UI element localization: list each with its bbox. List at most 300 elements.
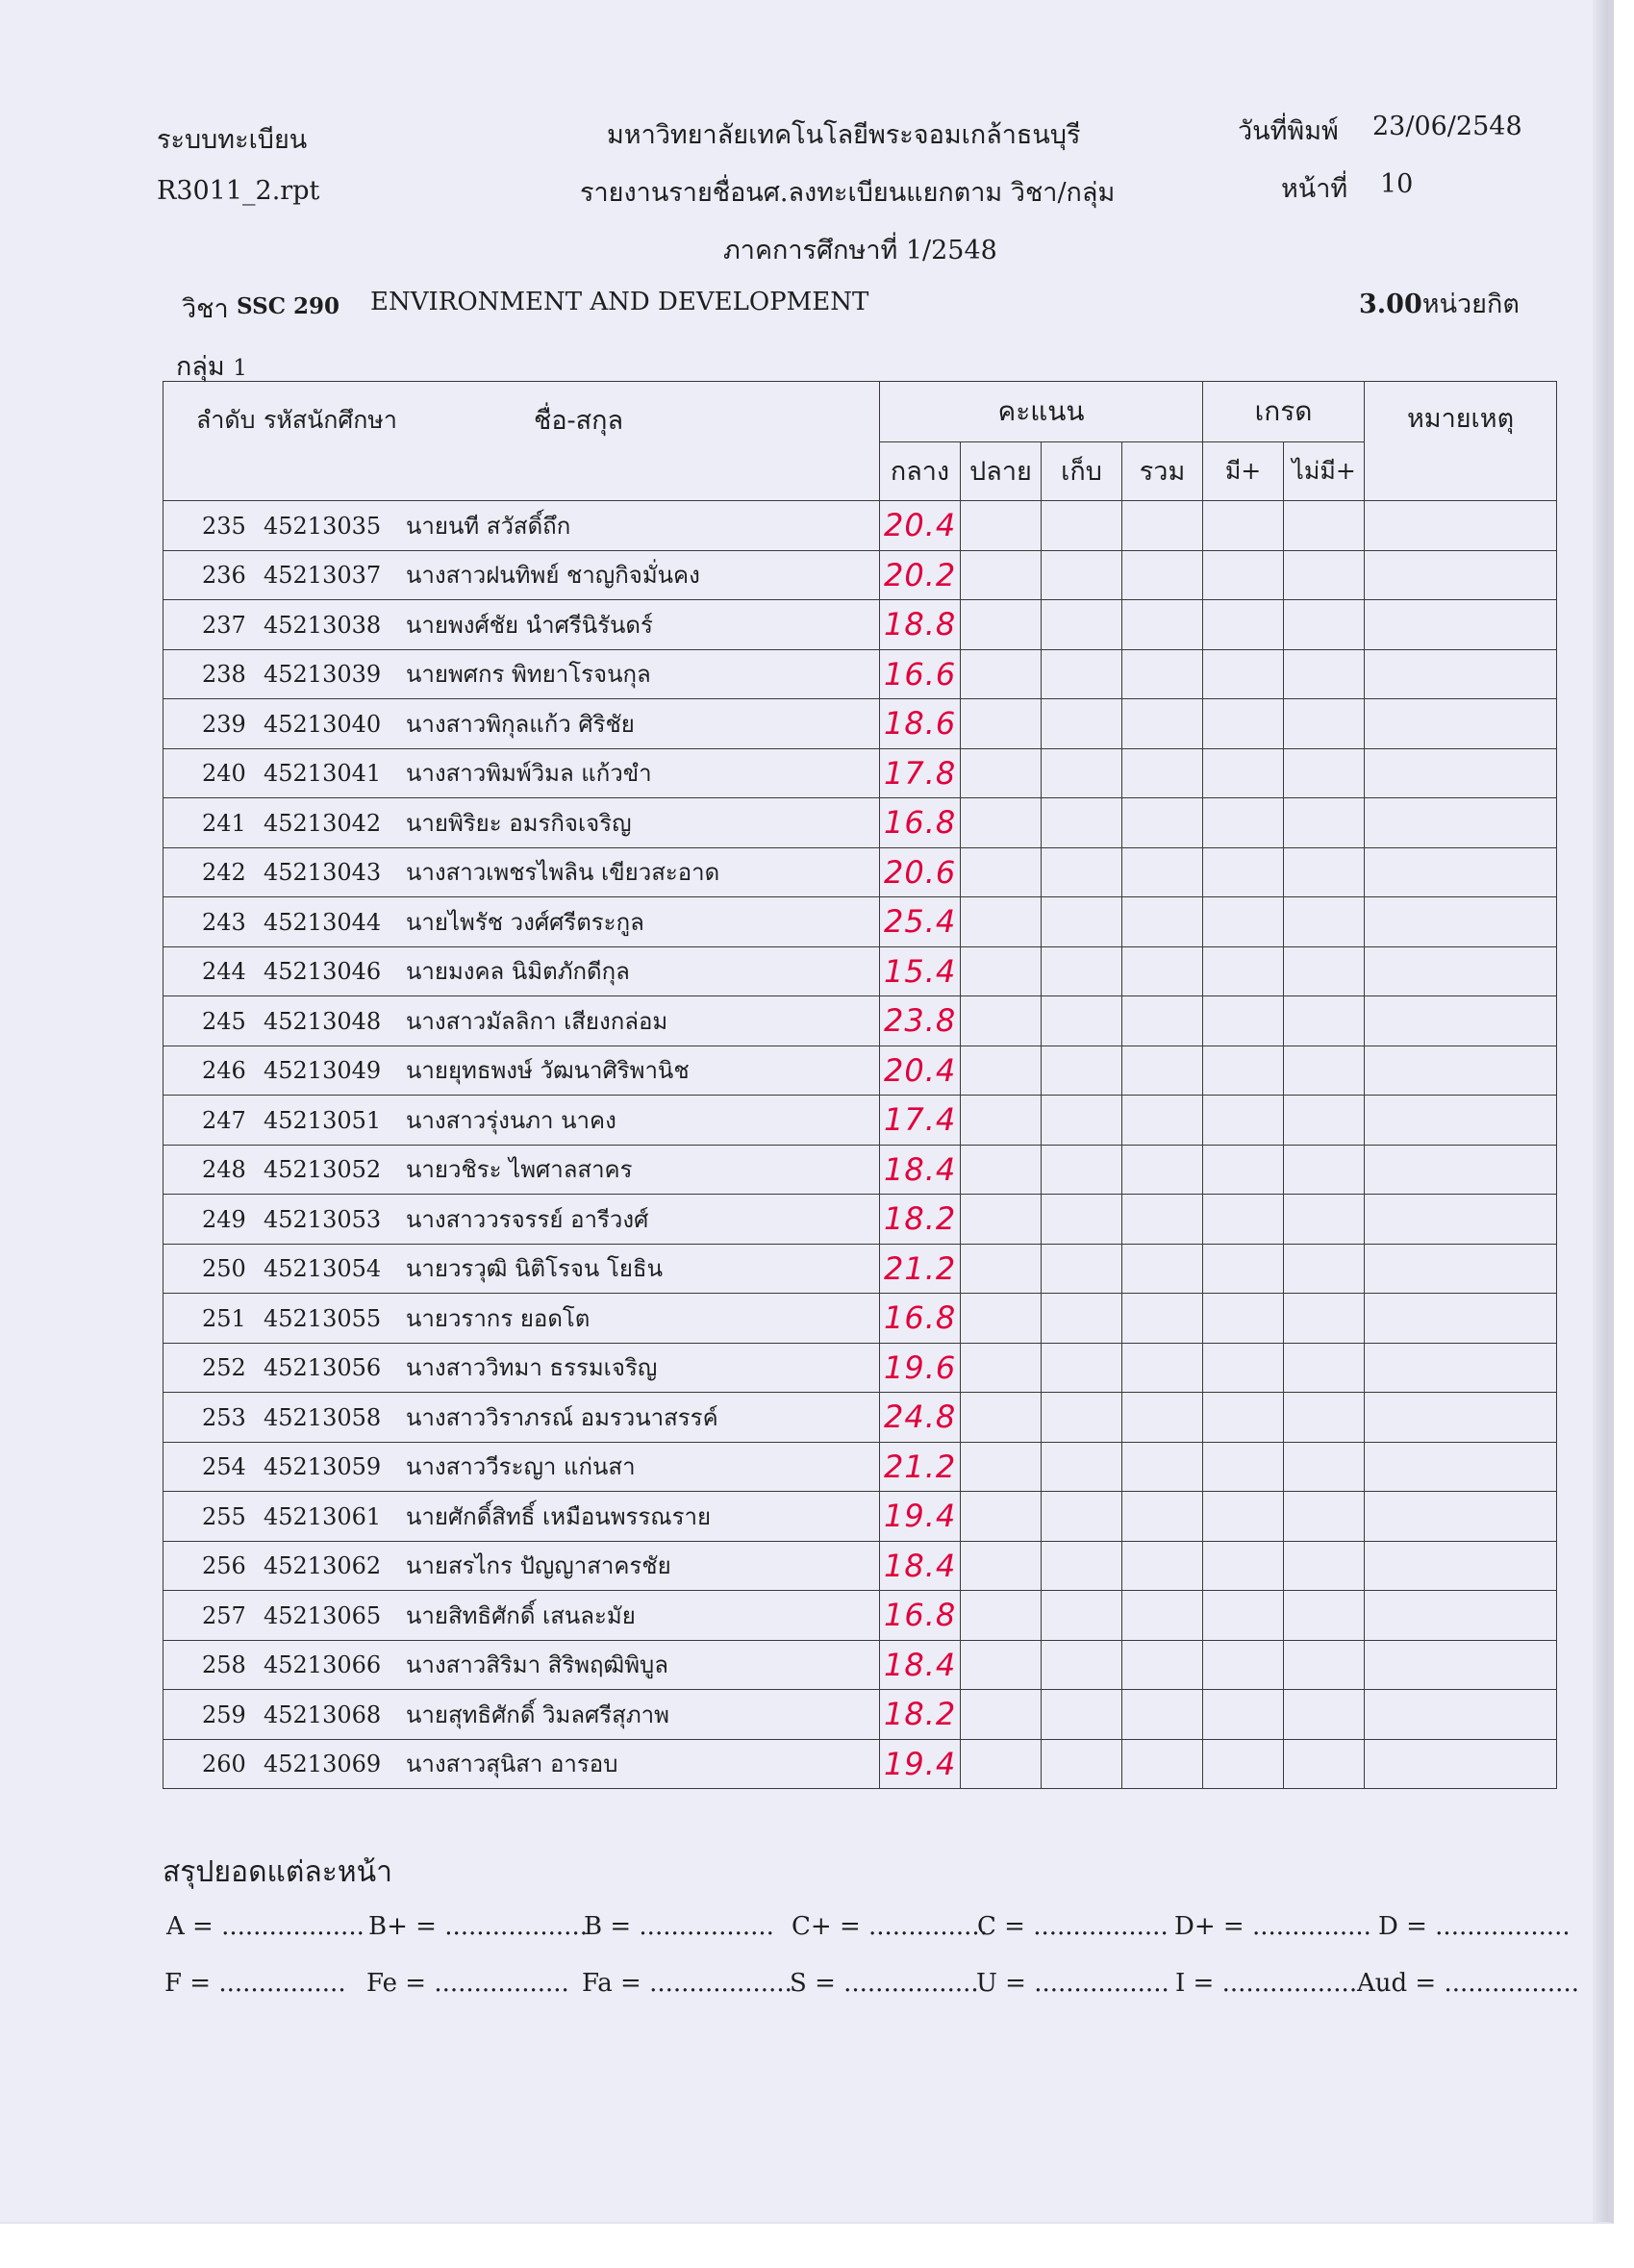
row-student-id: 45213038 xyxy=(264,611,382,639)
summary-c: C = ................. xyxy=(977,1912,1169,1941)
grade-plus-cell xyxy=(1203,1343,1284,1393)
grade-no-plus-cell xyxy=(1284,946,1365,996)
collected-score-cell xyxy=(1042,897,1122,947)
table-row xyxy=(163,1046,1557,1096)
grade-plus-cell xyxy=(1203,1591,1284,1641)
remark-cell xyxy=(1365,1492,1557,1542)
midterm-score-cell: 24.8 xyxy=(880,1393,961,1443)
table-row xyxy=(163,1739,1557,1789)
collected-score-cell xyxy=(1042,1046,1122,1096)
final-score-cell xyxy=(961,1343,1042,1393)
course-code: SSC 290 xyxy=(237,293,340,319)
credits-label: หน่วยกิต xyxy=(1421,290,1520,319)
row-student-id: 45213046 xyxy=(264,958,382,986)
grade-no-plus-cell xyxy=(1284,1393,1365,1443)
midterm-score-cell: 16.8 xyxy=(880,1294,961,1344)
grade-plus-cell xyxy=(1203,1195,1284,1245)
summary-a: A = .................. xyxy=(166,1912,365,1941)
total-score-cell xyxy=(1122,946,1203,996)
table-row xyxy=(163,1393,1557,1443)
row-seq: 251 xyxy=(202,1304,246,1332)
grade-no-plus-cell xyxy=(1284,550,1365,600)
grade-no-plus-cell xyxy=(1284,501,1365,551)
student-info-cell xyxy=(163,1294,880,1344)
grade-no-plus-cell xyxy=(1284,897,1365,947)
remark-cell xyxy=(1365,847,1557,897)
collected-score-cell xyxy=(1042,1442,1122,1492)
grade-no-plus-cell xyxy=(1284,699,1365,749)
total-score-cell xyxy=(1122,1739,1203,1789)
row-seq: 245 xyxy=(202,1007,246,1035)
total-score-cell xyxy=(1122,1244,1203,1294)
row-student-id: 45213066 xyxy=(264,1651,382,1679)
grade-plus-cell xyxy=(1203,550,1284,600)
row-seq: 240 xyxy=(202,760,246,788)
table-row xyxy=(163,1442,1557,1492)
grade-plus-cell xyxy=(1203,1145,1284,1195)
total-score-cell xyxy=(1122,1492,1203,1542)
table-row xyxy=(163,748,1557,798)
midterm-score-cell: 20.6 xyxy=(880,847,961,897)
final-score-cell xyxy=(961,798,1042,848)
collected-header: เก็บ xyxy=(1042,441,1122,501)
summary-fa: Fa = .................. xyxy=(582,1969,792,1998)
table-row xyxy=(163,1492,1557,1542)
remark-cell xyxy=(1365,1541,1557,1591)
remark-cell xyxy=(1365,649,1557,699)
final-score-cell xyxy=(961,1640,1042,1690)
row-student-id: 45213059 xyxy=(264,1453,382,1481)
row-seq: 252 xyxy=(202,1354,246,1382)
grade-plus-cell xyxy=(1203,1096,1284,1146)
midterm-score-cell: 19.4 xyxy=(880,1739,961,1789)
summary-title: สรุปยอดแต่ละหน้า xyxy=(163,1855,392,1889)
student-info-cell xyxy=(163,946,880,996)
total-score-cell xyxy=(1122,748,1203,798)
total-score-cell xyxy=(1122,501,1203,551)
row-seq: 243 xyxy=(202,908,246,936)
student-info-cell xyxy=(163,1343,880,1393)
grade-no-plus-cell xyxy=(1284,996,1365,1046)
collected-score-cell xyxy=(1042,748,1122,798)
remark-cell xyxy=(1365,748,1557,798)
total-header: รวม xyxy=(1122,441,1203,501)
table-row xyxy=(163,1591,1557,1641)
remark-cell xyxy=(1365,946,1557,996)
total-score-cell xyxy=(1122,1046,1203,1096)
row-seq: 247 xyxy=(202,1106,246,1134)
row-student-name: นางสาวสิริมา สิริพฤฒิพิบูล xyxy=(406,1651,668,1679)
row-student-name: นายสรไกร ปัญญาสาครชัย xyxy=(406,1552,671,1580)
grade-no-plus-cell xyxy=(1284,1640,1365,1690)
row-seq: 254 xyxy=(202,1453,246,1481)
midterm-score-cell: 19.6 xyxy=(880,1343,961,1393)
summary-s: S = ................. xyxy=(790,1969,979,1998)
grade-plus-cell xyxy=(1203,748,1284,798)
student-info-cell xyxy=(163,649,880,699)
row-student-name: นายสุทธิศักดิ์ วิมลศรีสุภาพ xyxy=(406,1701,669,1728)
student-info-cell xyxy=(163,600,880,650)
collected-score-cell xyxy=(1042,699,1122,749)
final-score-cell xyxy=(961,1096,1042,1146)
university-name: มหาวิทยาลัยเทคโนโลยีพระจอมเกล้าธนบุรี xyxy=(607,120,1081,150)
total-score-cell xyxy=(1122,1690,1203,1740)
grade-no-plus-cell xyxy=(1284,1145,1365,1195)
student-info-cell xyxy=(163,1690,880,1740)
row-seq: 241 xyxy=(202,809,246,837)
total-score-cell xyxy=(1122,1640,1203,1690)
row-student-name: นายพิริยะ อมรกิจเจริญ xyxy=(406,809,632,837)
midterm-score-cell: 20.2 xyxy=(880,550,961,600)
row-student-name: นายวรากร ยอดโต xyxy=(406,1304,591,1332)
grade-plus-cell xyxy=(1203,1046,1284,1096)
row-student-id: 45213048 xyxy=(264,1007,382,1035)
row-student-name: นายพงศ์ชัย นำศรีนิรันดร์ xyxy=(406,611,653,639)
final-score-cell xyxy=(961,1442,1042,1492)
midterm-score-cell: 18.4 xyxy=(880,1145,961,1195)
row-student-id: 45213062 xyxy=(264,1552,382,1580)
row-student-name: นางสาวฝนทิพย์ ชาญกิจมั่นคง xyxy=(406,562,700,590)
student-info-cell xyxy=(163,748,880,798)
grade-plus-cell xyxy=(1203,501,1284,551)
midterm-score-cell: 18.4 xyxy=(880,1541,961,1591)
remark-cell xyxy=(1365,1244,1557,1294)
print-date: 23/06/2548 xyxy=(1372,112,1522,141)
grade-plus-cell xyxy=(1203,1640,1284,1690)
row-student-id: 45213041 xyxy=(264,760,382,788)
table-row xyxy=(163,1096,1557,1146)
grade-plus-cell xyxy=(1203,1492,1284,1542)
grade-plus-cell xyxy=(1203,1442,1284,1492)
final-score-cell xyxy=(961,946,1042,996)
collected-score-cell xyxy=(1042,649,1122,699)
row-student-id: 45213042 xyxy=(264,809,382,837)
midterm-score-cell: 18.2 xyxy=(880,1690,961,1740)
grade-no-plus-cell xyxy=(1284,600,1365,650)
midterm-score-cell: 18.8 xyxy=(880,600,961,650)
report-title: รายงานรายชื่อนศ.ลงทะเบียนแยกตาม วิชา/กลุ่ม xyxy=(580,178,1116,208)
final-score-cell xyxy=(961,1591,1042,1641)
grade-no-plus-cell xyxy=(1284,1195,1365,1245)
row-student-id: 45213049 xyxy=(264,1057,382,1085)
summary-aud: Aud = ................. xyxy=(1357,1969,1579,1998)
row-seq: 255 xyxy=(202,1502,246,1530)
midterm-score-cell: 16.6 xyxy=(880,649,961,699)
final-score-cell xyxy=(961,501,1042,551)
summary-f: F = ................ xyxy=(164,1969,346,1998)
collected-score-cell xyxy=(1042,600,1122,650)
name-header: ชื่อ-สกุล xyxy=(534,406,624,436)
table-row xyxy=(163,1690,1557,1740)
row-student-id: 45213051 xyxy=(264,1106,382,1134)
collected-score-cell xyxy=(1042,1096,1122,1146)
grade-no-plus-cell xyxy=(1284,1046,1365,1096)
summary-u: U = ................. xyxy=(976,1969,1169,1998)
row-student-id: 45213043 xyxy=(264,859,382,887)
total-score-cell xyxy=(1122,649,1203,699)
midterm-score-cell: 21.2 xyxy=(880,1244,961,1294)
final-score-cell xyxy=(961,1739,1042,1789)
row-seq: 250 xyxy=(202,1255,246,1283)
student-info-cell xyxy=(163,1244,880,1294)
total-score-cell xyxy=(1122,1343,1203,1393)
table-row xyxy=(163,1244,1557,1294)
grade-no-plus-cell xyxy=(1284,1294,1365,1344)
row-student-id: 45213035 xyxy=(264,512,382,540)
grade-plus-cell xyxy=(1203,798,1284,848)
table-row xyxy=(163,897,1557,947)
student-info-cell xyxy=(163,798,880,848)
row-student-name: นางสาววิทมา ธรรมเจริญ xyxy=(406,1354,658,1382)
row-student-name: นายศักดิ์สิทธิ์ เหมือนพรรณราย xyxy=(406,1502,712,1530)
student-info-cell xyxy=(163,1591,880,1641)
summary-fe: Fe = ................. xyxy=(366,1969,569,1998)
collected-score-cell xyxy=(1042,946,1122,996)
grade-plus-cell xyxy=(1203,1739,1284,1789)
midterm-score-cell: 16.8 xyxy=(880,1591,961,1641)
row-student-id: 45213068 xyxy=(264,1701,382,1728)
group-label: กลุ่ม xyxy=(176,352,225,382)
collected-score-cell xyxy=(1042,1195,1122,1245)
row-seq: 257 xyxy=(202,1601,246,1629)
remark-cell xyxy=(1365,1640,1557,1690)
total-score-cell xyxy=(1122,550,1203,600)
row-student-id: 45213055 xyxy=(264,1304,382,1332)
row-student-name: นางสาวมัลลิกา เสียงกล่อม xyxy=(406,1007,668,1035)
row-student-name: นางสาวเพชรไพลิน เขียวสะอาด xyxy=(406,859,720,887)
student-info-cell xyxy=(163,1541,880,1591)
row-student-id: 45213044 xyxy=(264,908,382,936)
collected-score-cell xyxy=(1042,1343,1122,1393)
student-info-cell xyxy=(163,847,880,897)
score-header: คะแนน xyxy=(880,382,1203,442)
course-name: ENVIRONMENT AND DEVELOPMENT xyxy=(370,288,869,316)
grade-no-plus-cell xyxy=(1284,1244,1365,1294)
student-info-cell xyxy=(163,550,880,600)
row-seq: 236 xyxy=(202,562,246,590)
student-info-cell xyxy=(163,897,880,947)
remark-cell xyxy=(1365,1145,1557,1195)
final-score-cell xyxy=(961,897,1042,947)
final-score-cell xyxy=(961,1690,1042,1740)
collected-score-cell xyxy=(1042,1244,1122,1294)
seq-header: ลำดับ xyxy=(196,406,256,434)
remark-cell xyxy=(1365,1690,1557,1740)
student-info-cell xyxy=(163,699,880,749)
row-student-name: นางสาววีระญา แก่นสา xyxy=(406,1453,636,1481)
grade-no-plus-cell xyxy=(1284,1492,1365,1542)
remark-cell xyxy=(1365,798,1557,848)
student-info-cell xyxy=(163,1640,880,1690)
midterm-score-cell: 19.4 xyxy=(880,1492,961,1542)
row-seq: 259 xyxy=(202,1701,246,1728)
grade-plus-cell xyxy=(1203,1294,1284,1344)
collected-score-cell xyxy=(1042,1640,1122,1690)
row-student-id: 45213039 xyxy=(264,661,382,689)
row-seq: 258 xyxy=(202,1651,246,1679)
midterm-score-cell: 25.4 xyxy=(880,897,961,947)
midterm-score-cell: 20.4 xyxy=(880,1046,961,1096)
collected-score-cell xyxy=(1042,847,1122,897)
final-score-cell xyxy=(961,1492,1042,1542)
row-student-id: 45213040 xyxy=(264,710,382,738)
row-student-name: นายวรวุฒิ นิติโรจน โยธิน xyxy=(406,1255,663,1283)
remark-cell xyxy=(1365,501,1557,551)
collected-score-cell xyxy=(1042,1294,1122,1344)
final-score-cell xyxy=(961,699,1042,749)
row-student-name: นางสาวรุ่งนภา นาคง xyxy=(406,1106,616,1134)
group-number: 1 xyxy=(233,356,247,381)
semester: ภาคการศึกษาที่ 1/2548 xyxy=(723,236,997,265)
final-score-cell xyxy=(961,600,1042,650)
grade-plus-cell xyxy=(1203,1690,1284,1740)
collected-score-cell xyxy=(1042,1492,1122,1542)
grade-plus-cell xyxy=(1203,897,1284,947)
row-student-id: 45213054 xyxy=(264,1255,382,1283)
grade-no-plus-cell xyxy=(1284,1343,1365,1393)
print-date-label: วันที่พิมพ์ xyxy=(1238,116,1339,146)
row-student-name: นางสาวพิกุลแก้ว ศิริชัย xyxy=(406,710,635,738)
row-student-name: นางสาววิราภรณ์ อมรวนาสรรค์ xyxy=(406,1403,718,1431)
summary-i: I = ................. xyxy=(1175,1969,1358,1998)
midterm-score-cell: 15.4 xyxy=(880,946,961,996)
row-seq: 235 xyxy=(202,512,246,540)
row-student-name: นายไพรัช วงศ์ศรีตระกูล xyxy=(406,908,644,936)
total-score-cell xyxy=(1122,1591,1203,1641)
collected-score-cell xyxy=(1042,996,1122,1046)
collected-score-cell xyxy=(1042,1690,1122,1740)
table-row xyxy=(163,798,1557,848)
grade-no-plus-cell xyxy=(1284,1591,1365,1641)
grade-plus-cell xyxy=(1203,996,1284,1046)
student-info-cell xyxy=(163,996,880,1046)
info-header-cell xyxy=(163,382,880,501)
table-row xyxy=(163,996,1557,1046)
grade-no-plus-cell xyxy=(1284,748,1365,798)
student-score-table xyxy=(163,381,1557,1789)
total-score-cell xyxy=(1122,798,1203,848)
row-seq: 244 xyxy=(202,958,246,986)
summary-c-plus: C+ = ............... xyxy=(792,1912,988,1941)
row-student-id: 45213065 xyxy=(264,1601,382,1629)
row-student-name: นายพศกร พิทยาโรจนกุล xyxy=(406,661,651,689)
final-score-cell xyxy=(961,748,1042,798)
collected-score-cell xyxy=(1042,501,1122,551)
collected-score-cell xyxy=(1042,1541,1122,1591)
midterm-score-cell: 23.8 xyxy=(880,996,961,1046)
midterm-score-cell: 18.4 xyxy=(880,1640,961,1690)
row-student-id: 45213037 xyxy=(264,562,382,590)
remark-cell xyxy=(1365,1591,1557,1641)
student-id-header: รหัสนักศึกษา xyxy=(264,406,397,434)
remark-cell xyxy=(1365,1739,1557,1789)
row-student-name: นายวชิระ ไพศาลสาคร xyxy=(406,1156,633,1184)
grade-plus-cell xyxy=(1203,1393,1284,1443)
paper-edge-shadow xyxy=(1593,0,1608,2222)
total-score-cell xyxy=(1122,1541,1203,1591)
midterm-score-cell: 17.4 xyxy=(880,1096,961,1146)
collected-score-cell xyxy=(1042,1393,1122,1443)
row-seq: 242 xyxy=(202,859,246,887)
grade-plus-cell xyxy=(1203,699,1284,749)
row-seq: 249 xyxy=(202,1205,246,1233)
remark-cell xyxy=(1365,1343,1557,1393)
final-header: ปลาย xyxy=(961,441,1042,501)
summary-b: B = ................. xyxy=(584,1912,774,1941)
grade-plus-cell xyxy=(1203,1541,1284,1591)
remark-cell xyxy=(1365,600,1557,650)
remark-cell xyxy=(1365,1096,1557,1146)
row-student-id: 45213052 xyxy=(264,1156,382,1184)
row-student-id: 45213069 xyxy=(264,1751,382,1778)
midterm-score-cell: 21.2 xyxy=(880,1442,961,1492)
row-student-name: นายยุทธพงษ์ วัฒนาศิริพานิช xyxy=(406,1057,690,1085)
remark-cell xyxy=(1365,1294,1557,1344)
course-credits xyxy=(1359,283,1520,324)
row-seq: 260 xyxy=(202,1751,246,1778)
final-score-cell xyxy=(961,1195,1042,1245)
row-student-name: นายมงคล นิมิตภักดีกุล xyxy=(406,958,630,986)
midterm-score-cell: 18.2 xyxy=(880,1195,961,1245)
grade-plus-cell xyxy=(1203,1244,1284,1294)
final-score-cell xyxy=(961,1244,1042,1294)
total-score-cell xyxy=(1122,699,1203,749)
total-score-cell xyxy=(1122,847,1203,897)
final-score-cell xyxy=(961,1393,1042,1443)
table-row xyxy=(163,550,1557,600)
table-row xyxy=(163,1640,1557,1690)
student-info-cell xyxy=(163,1393,880,1443)
table-row xyxy=(163,1541,1557,1591)
row-student-id: 45213061 xyxy=(264,1502,382,1530)
remark-cell xyxy=(1365,897,1557,947)
final-score-cell xyxy=(961,649,1042,699)
final-score-cell xyxy=(961,1145,1042,1195)
remark-header: หมายเหตุ xyxy=(1365,382,1557,501)
total-score-cell xyxy=(1122,1442,1203,1492)
collected-score-cell xyxy=(1042,1145,1122,1195)
total-score-cell xyxy=(1122,1145,1203,1195)
grade-no-plus-cell xyxy=(1284,1442,1365,1492)
total-score-cell xyxy=(1122,1294,1203,1344)
collected-score-cell xyxy=(1042,1739,1122,1789)
student-info-cell xyxy=(163,1096,880,1146)
table-row xyxy=(163,847,1557,897)
has-plus-header: มี+ xyxy=(1203,441,1284,501)
final-score-cell xyxy=(961,847,1042,897)
total-score-cell xyxy=(1122,600,1203,650)
table-row xyxy=(163,699,1557,749)
midterm-score-cell: 18.6 xyxy=(880,699,961,749)
midterm-score-cell: 17.8 xyxy=(880,748,961,798)
collected-score-cell xyxy=(1042,798,1122,848)
row-student-name: นางสาวสุนิสา อารอบ xyxy=(406,1751,618,1778)
summary-b-plus: B+ = .................. xyxy=(368,1912,588,1941)
row-seq: 248 xyxy=(202,1156,246,1184)
row-student-name: นางสาวพิมพ์วิมล แก้วขำ xyxy=(406,760,652,788)
table-row xyxy=(163,1343,1557,1393)
grade-no-plus-cell xyxy=(1284,1541,1365,1591)
credits-value: 3.00 xyxy=(1359,290,1422,319)
report-file: R3011_2.rpt xyxy=(157,176,320,206)
row-student-name: นายสิทธิศักดิ์ เสนละมัย xyxy=(406,1601,636,1629)
row-seq: 238 xyxy=(202,661,246,689)
page-number: 10 xyxy=(1380,169,1414,199)
final-score-cell xyxy=(961,1541,1042,1591)
midterm-header: กลาง xyxy=(880,441,961,501)
remark-cell xyxy=(1365,1046,1557,1096)
row-student-name: นางสาววรจรรย์ อารีวงศ์ xyxy=(406,1205,649,1233)
